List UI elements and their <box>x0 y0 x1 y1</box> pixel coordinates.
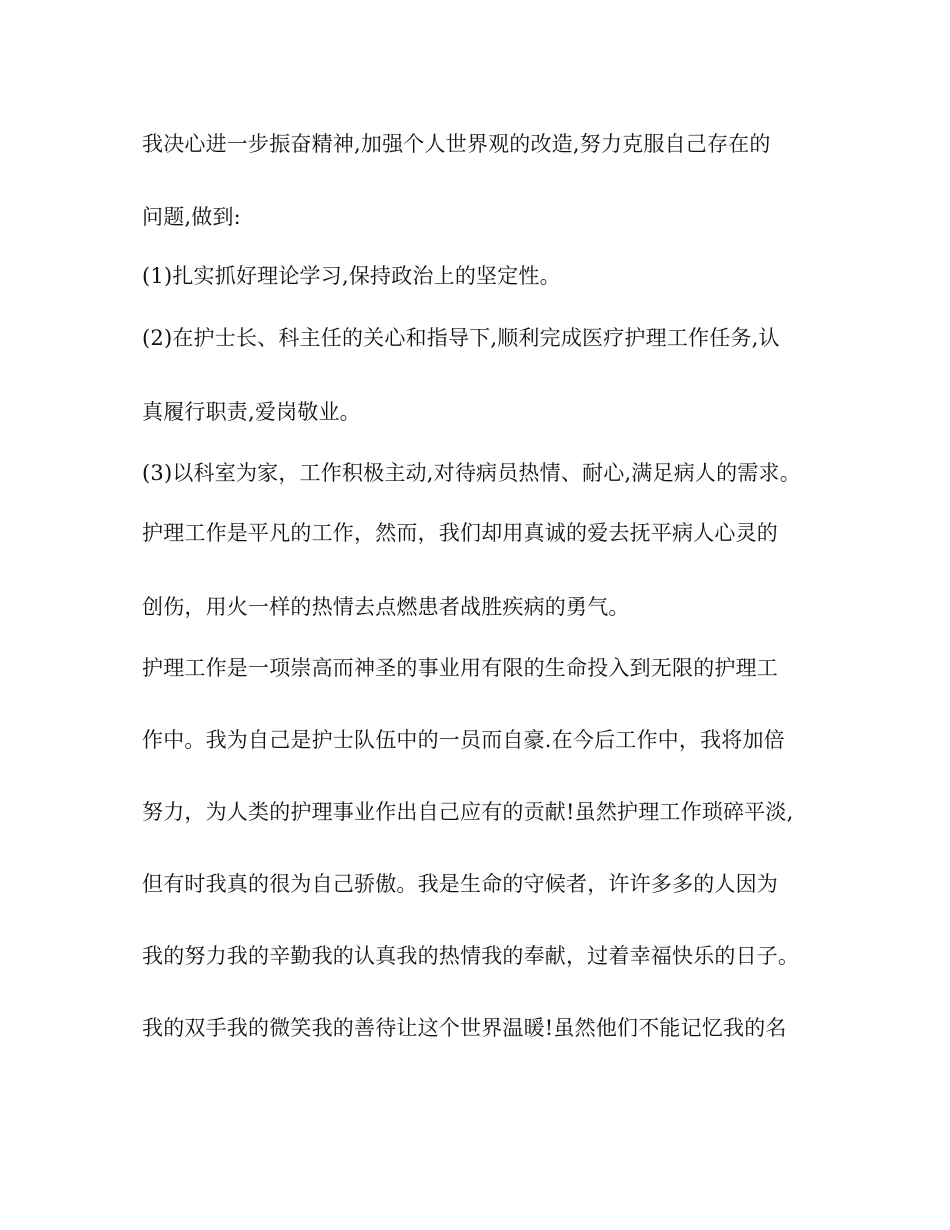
text-line: 问题,做到: <box>142 205 241 229</box>
text-line: 我的双手我的微笑我的善待让这个世界温暖!虽然他们不能记忆我的名 <box>142 1016 787 1040</box>
text-line: 我决心进一步振奋精神,加强个人世界观的改造,努力克服自己存在的 <box>142 132 771 156</box>
text-line: (3)以科室为家，工作积极主动,对待病员热情、耐心,满足病人的需求。 <box>142 461 801 485</box>
text-line: 努力，为人类的护理事业作出自己应有的贡献!虽然护理工作琐碎平淡, <box>142 800 794 824</box>
text-line: 创伤，用火一样的热情去点燃患者战胜疾病的勇气。 <box>142 595 630 619</box>
text-line: 但有时我真的很为自己骄傲。我是生命的守候者，许许多多的人因为 <box>142 872 778 896</box>
text-line: 护理工作是平凡的工作，然而，我们却用真诚的爱去抚平病人心灵的 <box>142 521 778 545</box>
text-line: 我的努力我的辛勤我的认真我的热情我的奉献，过着幸福快乐的日子。 <box>142 944 800 968</box>
text-line: 真履行职责,爱岗敬业。 <box>142 400 361 424</box>
text-line: (2)在护士长、科主任的关心和指导下,顺利完成医疗护理工作任务,认 <box>142 326 780 350</box>
text-line: 护理工作是一项崇高而神圣的事业用有限的生命投入到无限的护理工 <box>142 656 778 680</box>
text-line: 作中。我为自己是护士队伍中的一员而自豪.在今后工作中，我将加倍 <box>142 728 785 752</box>
text-line: (1)扎实抓好理论学习,保持政治上的坚定性。 <box>142 264 561 288</box>
